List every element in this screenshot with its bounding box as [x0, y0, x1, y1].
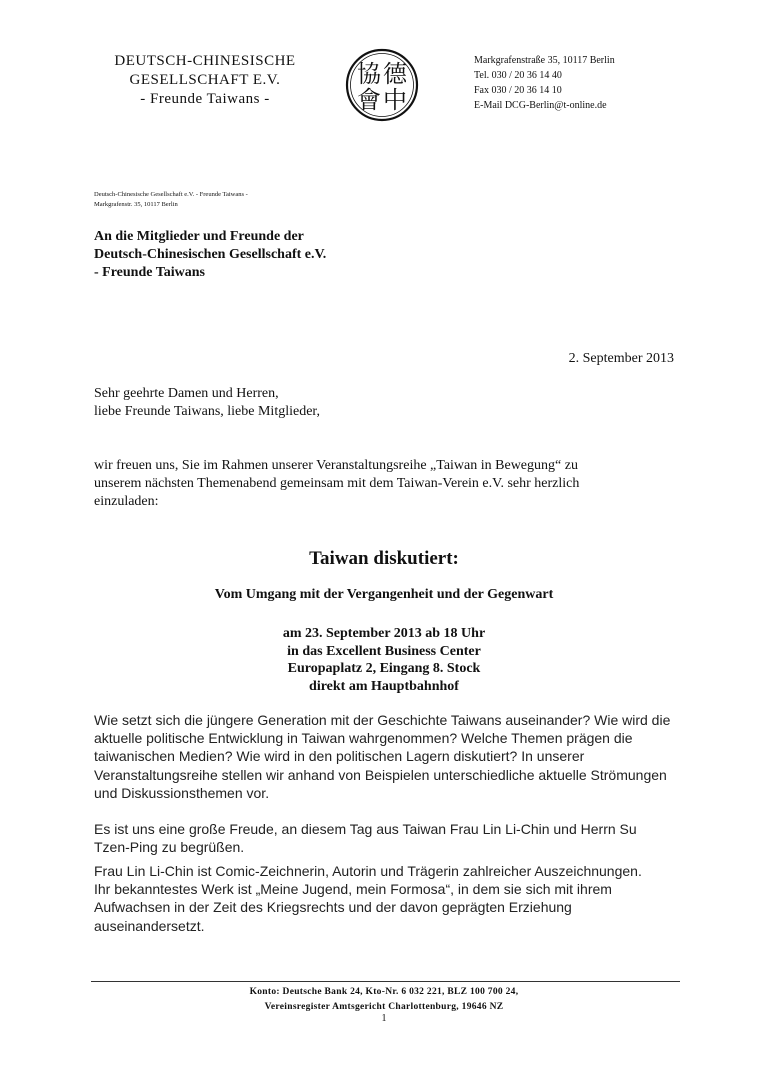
invitation-line: einzuladen: [94, 494, 159, 509]
seal-char: 協 [357, 60, 381, 88]
org-line: - Freunde Taiwans - [140, 91, 270, 107]
event-title: Taiwan diskutiert: [309, 548, 459, 569]
body-line: Veranstaltungsreihe stellen wir anhand von Beispielen unterschiedliche aktuelle Strömungen [94, 766, 667, 783]
salutation [94, 385, 320, 421]
organization-name [90, 52, 320, 109]
event-location-note: direkt am Hauptbahnhof [309, 678, 459, 694]
salutation-line: Sehr geehrte Damen und Herren, [94, 386, 279, 401]
body-line: Aufwachsen in der Zeit des Kriegsrechts und der davon geprägten Erziehung [94, 899, 572, 916]
seal-char: 會 [357, 86, 381, 114]
invitation-line: wir freuen uns, Sie im Rahmen unserer Veranstaltungsreihe „Taiwan in Bewegung“ zu [94, 458, 578, 473]
seal-char: 中 [383, 86, 407, 114]
return-address-line: Markgrafenstr. 35, 10117 Berlin [94, 201, 178, 208]
contact-block [474, 53, 615, 113]
page-number: 1 [381, 1013, 387, 1024]
seal-char: 德 [383, 60, 407, 88]
event-address: Europaplatz 2, Eingang 8. Stock [287, 661, 481, 676]
return-address-line: Deutsch-Chinesische Gesellschaft e.V. - Freunde Taiwans - [94, 191, 248, 198]
invitation-line: unserem nächsten Themenabend gemeinsam mit dem Taiwan-Verein e.V. sehr herzlich [94, 476, 580, 491]
recipient-block [94, 228, 326, 282]
seal-logo [344, 47, 420, 123]
event-date: am 23. September 2013 ab 18 Uhr [282, 626, 486, 641]
contact-phone: Tel. 030 / 20 36 14 40 [474, 70, 562, 81]
recipient-line: - Freunde Taiwans [94, 265, 205, 280]
body-line: Tzen-Ping zu begrüßen. [94, 839, 245, 856]
contact-fax: Fax 030 / 20 36 14 10 [474, 85, 562, 96]
footer-divider [91, 981, 680, 982]
footer-line: Konto: Deutsche Bank 24, Kto-Nr. 6 032 221, BLZ 100 700 24, [249, 987, 519, 997]
recipient-line: An die Mitglieder und Freunde der [94, 229, 304, 244]
body-paragraph-2 [94, 820, 637, 856]
footer-bank-info [0, 985, 768, 1015]
body-line: aktuelle politische Entwicklung in Taiwan wahrgenommen? Welche Themen prägen die [94, 730, 633, 747]
contact-address: Markgrafenstraße 35, 10117 Berlin [474, 55, 615, 66]
invitation-paragraph [94, 457, 694, 511]
body-paragraph-3 [94, 862, 642, 935]
salutation-line: liebe Freunde Taiwans, liebe Mitglieder, [94, 404, 321, 419]
org-line: GESELLSCHAFT E.V. [129, 72, 281, 88]
body-line: und Diskussionsthemen vor. [94, 784, 270, 801]
body-line: Frau Lin Li-Chin ist Comic-Zeichnerin, Autorin und Trägerin zahlreicher Auszeichnungen. [94, 863, 642, 879]
body-line: Wie setzt sich die jüngere Generation mit der Geschichte Taiwans auseinander? Wie wird die [94, 712, 671, 728]
footer-line: Vereinsregister Amtsgericht Charlottenburg, 19646 NZ [264, 1002, 504, 1012]
org-line: DEUTSCH-CHINESISCHE [114, 53, 296, 69]
body-line: auseinandersetzt. [94, 917, 205, 934]
body-paragraph-1 [94, 711, 670, 802]
letter-date: 2. September 2013 [568, 351, 674, 366]
body-line: Ihr bekanntestes Werk ist „Meine Jugend, mein Formosa“, in dem sie sich mit ihrem [94, 881, 612, 898]
contact-email: E-Mail DCG-Berlin@t-online.de [474, 100, 607, 111]
body-line: taiwanischen Medien? Wie wird in den politischen Lagern diskutiert? In unserer [94, 748, 585, 765]
event-details [0, 625, 768, 695]
return-address [94, 190, 248, 210]
event-venue: in das Excellent Business Center [287, 643, 481, 659]
recipient-line: Deutsch-Chinesischen Gesellschaft e.V. [94, 247, 327, 262]
body-line: Es ist uns eine große Freude, an diesem Tag aus Taiwan Frau Lin Li-Chin und Herrn Su [94, 821, 637, 837]
event-subtitle: Vom Umgang mit der Vergangenheit und der Gegenwart [214, 587, 554, 602]
